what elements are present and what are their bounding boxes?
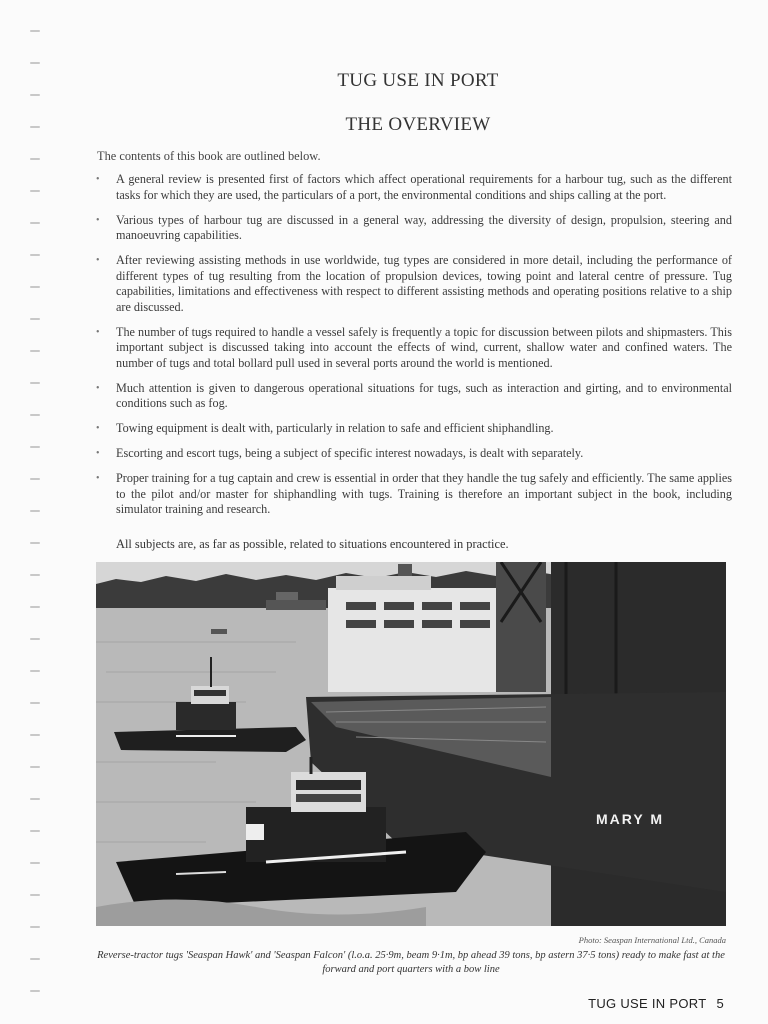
running-head: TUG USE IN PORT — [588, 996, 707, 1011]
ship-name: MARY M — [596, 811, 664, 827]
page-title: TUG USE IN PORT — [337, 70, 499, 91]
list-item: • Various types of harbour tug are discussed in a general way, addressing the diversity of design, propulsion, steering and manoeuvring capabilities. — [96, 213, 732, 244]
running-footer — [588, 996, 724, 1011]
binding-holes — [30, 0, 44, 1024]
list-item: • A general review is presented first of factors which affect operational requirements for a harbour tug, such as the different tasks for which they are used, the particulars of a port, the environmental conditions and ships calling at the port. — [96, 172, 732, 203]
photo-caption: Reverse-tractor tugs 'Seaspan Hawk' and 'Seaspan Falcon' (l.o.a. 25·9m, beam 9·1m, bp ahead 39 tons, bp astern 37·5 tons) ready to make fast at the forward and port quarters with a bow line — [97, 950, 725, 975]
closing-text: All subjects are, as far as possible, related to situations encountered in practice. — [116, 537, 509, 551]
list-item: • Proper training for a tug captain and crew is essential in order that they handle the tug safely and efficiently. The same applies to the pilot and/or master for shiphandling with tugs. Training is therefore an important subject in the book, including simulator training and research. — [96, 471, 732, 518]
page-number: 5 — [716, 996, 724, 1011]
list-item: • Much attention is given to dangerous operational situations for tugs, such as interaction and girting, and to environmental conditions such as fog. — [96, 381, 732, 412]
tug-photo — [96, 562, 726, 926]
contents-list — [96, 172, 732, 527]
photo-credit: Photo: Seaspan International Ltd., Canada — [578, 935, 726, 945]
list-item: • After reviewing assisting methods in use worldwide, tug types are considered in more detail, including the performance of different types of tug resulting from the location of propulsion devices, towing point and lateral centre of pressure. Tug capabilities, limitations and effectiveness with respect to different assisting methods and operating positions relative to a ship are discussed. — [96, 253, 732, 315]
intro-text: The contents of this book are outlined below. — [97, 149, 321, 163]
list-item: • Towing equipment is dealt with, particularly in relation to safe and efficient shiphandling. — [96, 421, 732, 437]
photo-illustration — [96, 562, 726, 926]
section-title: THE OVERVIEW — [345, 114, 491, 135]
list-item: • The number of tugs required to handle a vessel safely is frequently a topic for discussion between pilots and shipmasters. This important subject is discussed taking into account the effects of wind, current, shallow water and confined waters. The number of tugs and total bollard pull used in several ports around the world is mentioned. — [96, 325, 732, 372]
list-item: • Escorting and escort tugs, being a subject of specific interest nowadays, is dealt with separately. — [96, 446, 732, 462]
